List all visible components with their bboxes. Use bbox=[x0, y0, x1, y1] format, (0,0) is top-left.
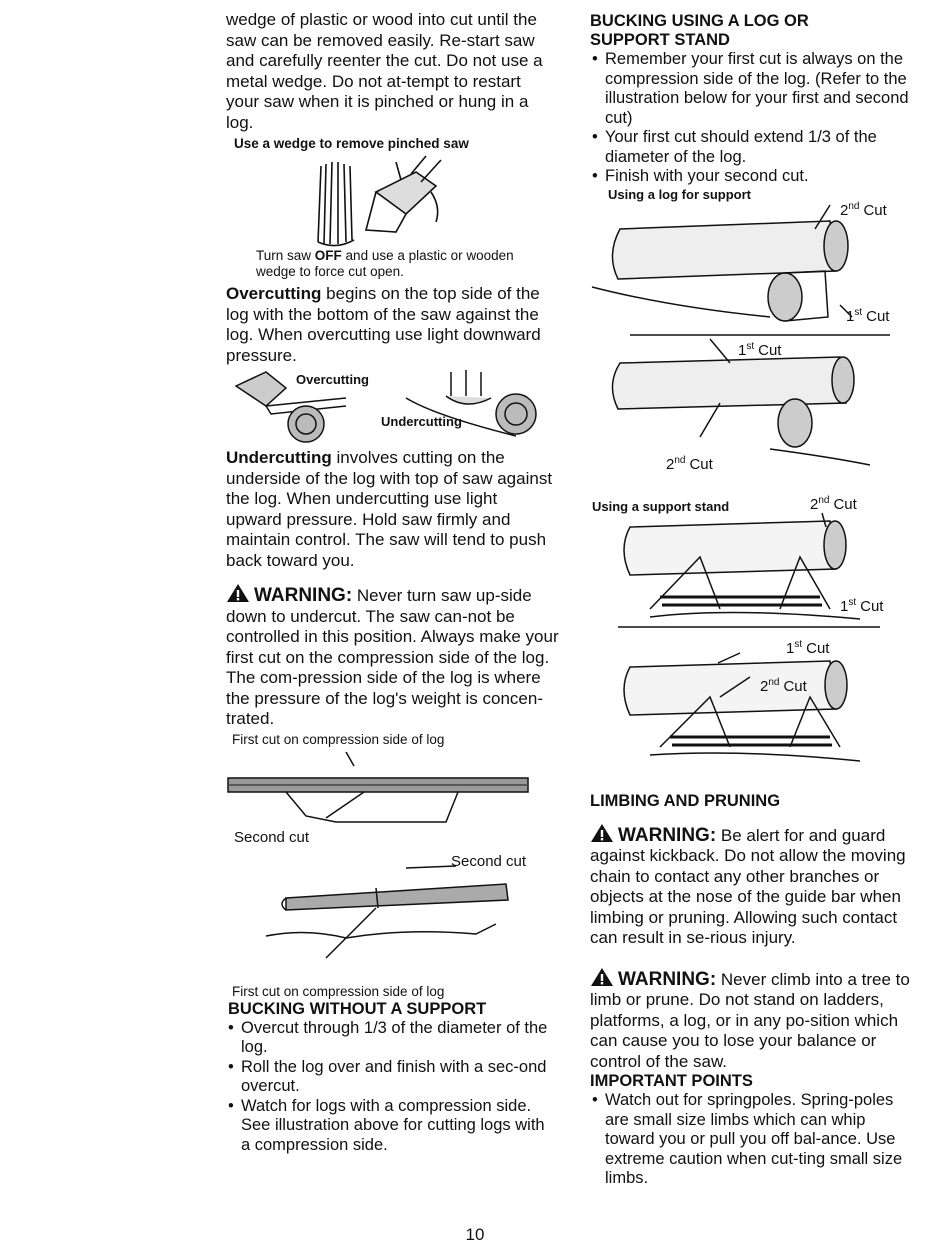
undercutting-paragraph bbox=[226, 448, 556, 571]
left-column bbox=[226, 10, 562, 1155]
wedge-caption-part2: and use a plastic or wooden wedge to force cut open. bbox=[256, 248, 514, 279]
over-under-cutting-illustration bbox=[226, 366, 556, 448]
fig-undercutting-label: Undercutting bbox=[381, 414, 462, 429]
cut-word: Cut bbox=[758, 341, 782, 359]
cut-label-2nd-c bbox=[810, 495, 858, 513]
list-item: • Remember your first cut is always on the compression side of the log. (Refer to the illustration below for your first and second cut) bbox=[590, 50, 915, 128]
cut-label-2nd-b bbox=[666, 455, 714, 473]
cut-num-2: 2 bbox=[810, 495, 819, 513]
sup-nd: nd bbox=[818, 494, 830, 506]
cut-num-1: 1 bbox=[846, 307, 855, 325]
wedge-caption-off: OFF bbox=[314, 248, 342, 263]
wedge-caption-title: Use a wedge to remove pinched saw bbox=[234, 136, 469, 151]
intro-paragraph: wedge of plastic or wood into cut until the saw can be removed easily. Re-start saw and carefully reenter the cut. Do not use a metal wedge. Do not at-tempt to restart your saw when it is pinched or hung in a log. bbox=[226, 10, 543, 132]
cut-num-2: 2 bbox=[760, 677, 769, 695]
cut-word: Cut bbox=[783, 677, 807, 695]
stand-caption: Using a support stand bbox=[592, 498, 730, 514]
cut-word: Cut bbox=[866, 307, 890, 325]
compression-cut-illustration bbox=[226, 748, 556, 984]
cut-word: Cut bbox=[863, 201, 887, 219]
warning-triangle-icon bbox=[590, 823, 614, 843]
bucking-without-support-heading: BUCKING WITHOUT A SUPPORT bbox=[228, 999, 487, 1018]
warning-triangle-icon bbox=[590, 967, 614, 987]
page-number: 10 bbox=[465, 1225, 485, 1244]
undercutting-text: involves cutting on the underside of the log with top of saw against the log. When undercutting use light upward pressure. Hold saw firmly and maintain control. The saw will tend to push back toward you. bbox=[226, 448, 553, 570]
bucking-log-heading-line2: SUPPORT STAND bbox=[590, 31, 730, 49]
second-cut-label-a: Second cut bbox=[234, 828, 310, 846]
cut-label-1st-b bbox=[738, 341, 782, 359]
cut-label-1st-d bbox=[786, 639, 830, 657]
cut-num-1: 1 bbox=[786, 639, 795, 657]
sup-st: st bbox=[794, 638, 803, 650]
sup-nd: nd bbox=[674, 454, 686, 466]
sup-st: st bbox=[848, 596, 857, 608]
wedge-caption bbox=[256, 248, 536, 280]
cut-num-1: 1 bbox=[738, 341, 747, 359]
list-item: • Watch for logs with a compression side. See illustration above for cutting logs with a compression side. bbox=[226, 1097, 556, 1156]
cut-num-2: 2 bbox=[666, 455, 675, 473]
first-cut-caption-2: First cut on compression side of log bbox=[232, 983, 445, 999]
limbing-heading: LIMBING AND PRUNING bbox=[590, 791, 781, 810]
overcutting-text: begins on the top side of the log with the bottom of the saw against the log. When overcutting use light downward pressure. bbox=[226, 284, 541, 365]
list-item: • Your first cut should extend 1/3 of the diameter of the log. bbox=[590, 128, 915, 167]
sup-nd: nd bbox=[848, 200, 860, 212]
important-points-list bbox=[590, 1091, 915, 1189]
first-cut-caption: First cut on compression side of log bbox=[232, 731, 445, 747]
wedge-illustration bbox=[226, 152, 556, 248]
right-column bbox=[590, 10, 920, 1189]
bucking-without-support-list bbox=[226, 1019, 556, 1156]
cut-label-2nd-a bbox=[840, 201, 888, 219]
cut-word: Cut bbox=[689, 455, 713, 473]
warning-label: WARNING: bbox=[618, 968, 717, 990]
warning-paragraph bbox=[226, 583, 561, 730]
sup-st: st bbox=[746, 340, 755, 352]
overcutting-paragraph bbox=[226, 284, 556, 366]
warning-text: Never turn saw up-side down to undercut. The saw can-not be controlled in this position. Always make your first cut on the compression side of the log. The com-pression side of the log is where the pressure of the log's weight is concen-trated. bbox=[226, 586, 559, 728]
list-item: • Watch out for springpoles. Spring-poles are small size limbs which can whip toward you or pull you off bal-ance. Use extreme caution when cut-ting small size limbs. bbox=[590, 1091, 915, 1189]
warning-triangle-icon bbox=[226, 583, 250, 603]
cut-word: Cut bbox=[860, 597, 884, 615]
list-item: • Overcut through 1/3 of the diameter of the log. bbox=[226, 1019, 556, 1058]
warning-label: WARNING: bbox=[254, 585, 353, 606]
sup-st: st bbox=[854, 306, 863, 318]
bucking-log-list bbox=[590, 50, 915, 187]
cut-label-1st-c bbox=[840, 597, 884, 615]
cut-word: Cut bbox=[806, 639, 830, 657]
undercutting-term: Undercutting bbox=[226, 448, 332, 467]
cut-label-1st-a bbox=[846, 307, 890, 325]
list-item: • Finish with your second cut. bbox=[590, 167, 915, 187]
log-support-illustration bbox=[590, 187, 910, 487]
sup-nd: nd bbox=[768, 676, 780, 688]
warning-text: Be alert for and guard against kickback. Do not allow the moving chain to contact any other branches or objects at the nose of the guide bar when limbing or pruning. Allowing such contact can result in se-rious injury. bbox=[590, 825, 906, 947]
log-support-caption: Using a log for support bbox=[608, 186, 751, 202]
cut-label-2nd-d bbox=[760, 677, 808, 695]
warning-text: Never climb into a tree to limb or prune. Do not stand on ladders, platforms, a log, or in any po-sition which can cause you to lose your balance or control of the saw. bbox=[590, 969, 910, 1071]
bucking-log-heading-line1: BUCKING USING A LOG OR bbox=[590, 12, 809, 30]
important-points-heading: IMPORTANT POINTS bbox=[590, 1072, 753, 1090]
fig-overcutting-label: Overcutting bbox=[296, 372, 369, 387]
warning-label: WARNING: bbox=[618, 824, 717, 846]
limbing-warning-1 bbox=[590, 823, 920, 949]
wedge-caption-part1: Turn saw bbox=[256, 248, 312, 263]
second-cut-label-b: Second cut bbox=[451, 852, 527, 870]
list-item: • Roll the log over and finish with a sec-ond overcut. bbox=[226, 1058, 556, 1097]
cut-num-2: 2 bbox=[840, 201, 849, 219]
support-stand-illustration bbox=[590, 487, 910, 787]
overcutting-term: Overcutting bbox=[226, 284, 322, 303]
cut-word: Cut bbox=[833, 495, 857, 513]
cut-num-1: 1 bbox=[840, 597, 849, 615]
limbing-warning-2 bbox=[590, 967, 920, 1073]
